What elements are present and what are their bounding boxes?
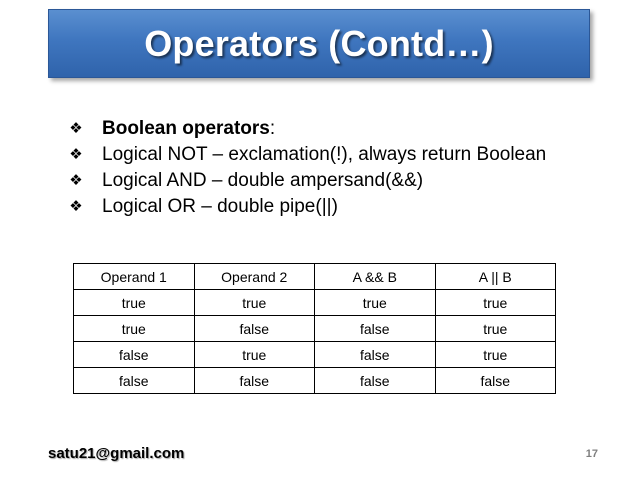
slide-title: Operators (Contd…) <box>144 22 494 64</box>
column-header: Operand 2 <box>194 264 315 290</box>
bullet-text: : <box>269 118 276 139</box>
bullet-text: Logical OR – double pipe(||) <box>102 196 338 217</box>
table-cell: true <box>315 290 436 316</box>
bullet-text: Logical NOT – exclamation(!), always return Boolean <box>102 144 547 165</box>
column-header: Operand 1 <box>74 264 195 290</box>
truth-table <box>73 263 556 394</box>
column-header: A || B <box>435 264 556 290</box>
bullet-list <box>66 116 546 220</box>
table-row <box>74 368 556 394</box>
table-cell: true <box>74 316 195 342</box>
table-cell: false <box>435 368 556 394</box>
table-row <box>74 316 556 342</box>
table-row <box>74 342 556 368</box>
table-cell: true <box>435 342 556 368</box>
title-banner <box>48 9 590 78</box>
table-cell: true <box>435 316 556 342</box>
diamond-bullet-icon: ❖ <box>69 120 83 137</box>
table-cell: true <box>194 342 315 368</box>
bullet-bold-text: Boolean operators <box>102 118 270 139</box>
diamond-bullet-icon: ❖ <box>69 146 83 163</box>
bullet-item <box>66 194 546 220</box>
table-header-row <box>74 264 556 290</box>
bullet-item <box>66 116 546 142</box>
page-number: 17 <box>585 448 598 460</box>
table-cell: false <box>74 368 195 394</box>
column-header: A && B <box>315 264 436 290</box>
table-cell: false <box>194 316 315 342</box>
diamond-bullet-icon: ❖ <box>69 172 83 189</box>
table-row <box>74 290 556 316</box>
table-cell: false <box>74 342 195 368</box>
table-cell: false <box>315 316 436 342</box>
diamond-bullet-icon: ❖ <box>69 198 83 215</box>
table-cell: true <box>435 290 556 316</box>
table-cell: false <box>315 368 436 394</box>
table-cell: false <box>194 368 315 394</box>
table-cell: true <box>194 290 315 316</box>
bullet-item <box>66 168 546 194</box>
bullet-item <box>66 142 546 168</box>
footer-email: satu21@gmail.com <box>48 445 185 462</box>
table-cell: false <box>315 342 436 368</box>
table-cell: true <box>74 290 195 316</box>
bullet-text: Logical AND – double ampersand(&&) <box>102 170 424 191</box>
